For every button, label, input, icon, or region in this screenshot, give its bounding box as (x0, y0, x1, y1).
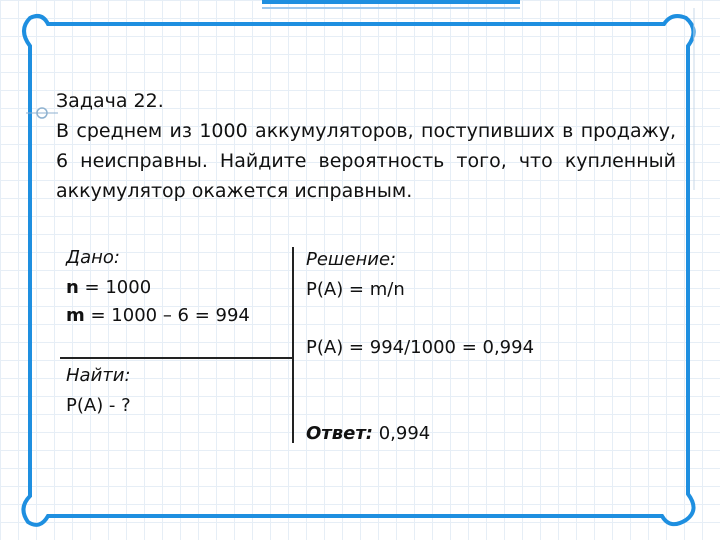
solution-heading: Решение: (306, 249, 397, 270)
find-heading: Найти: (66, 365, 131, 386)
solution-divider (292, 247, 294, 443)
given-heading: Дано: (66, 247, 120, 268)
given-m-label: m (66, 305, 85, 326)
given-m-value: = 1000 – 6 = 994 (84, 305, 250, 326)
given-n-label: n (66, 277, 79, 298)
find-value: P(A) - ? (66, 395, 131, 416)
problem-title: Задача 22. (56, 90, 164, 112)
given-m (66, 302, 250, 330)
given-n-value: = 1000 (78, 277, 152, 298)
problem-text: В среднем из 1000 аккумуляторов, поступивших в продажу, 6 неисправны. Найдите вероятность того, что купленный аккумулятор окажется исправным. (56, 120, 676, 202)
solution-formula: P(A) = m/n (306, 279, 405, 300)
solution-computation: P(A) = 994/1000 = 0,994 (306, 337, 535, 358)
problem-block (56, 86, 676, 206)
given-find-divider (60, 357, 293, 359)
answer-value: 0,994 (372, 423, 431, 444)
given-n (66, 274, 151, 302)
answer-label: Ответ: (306, 423, 373, 444)
solution-answer (306, 420, 430, 448)
